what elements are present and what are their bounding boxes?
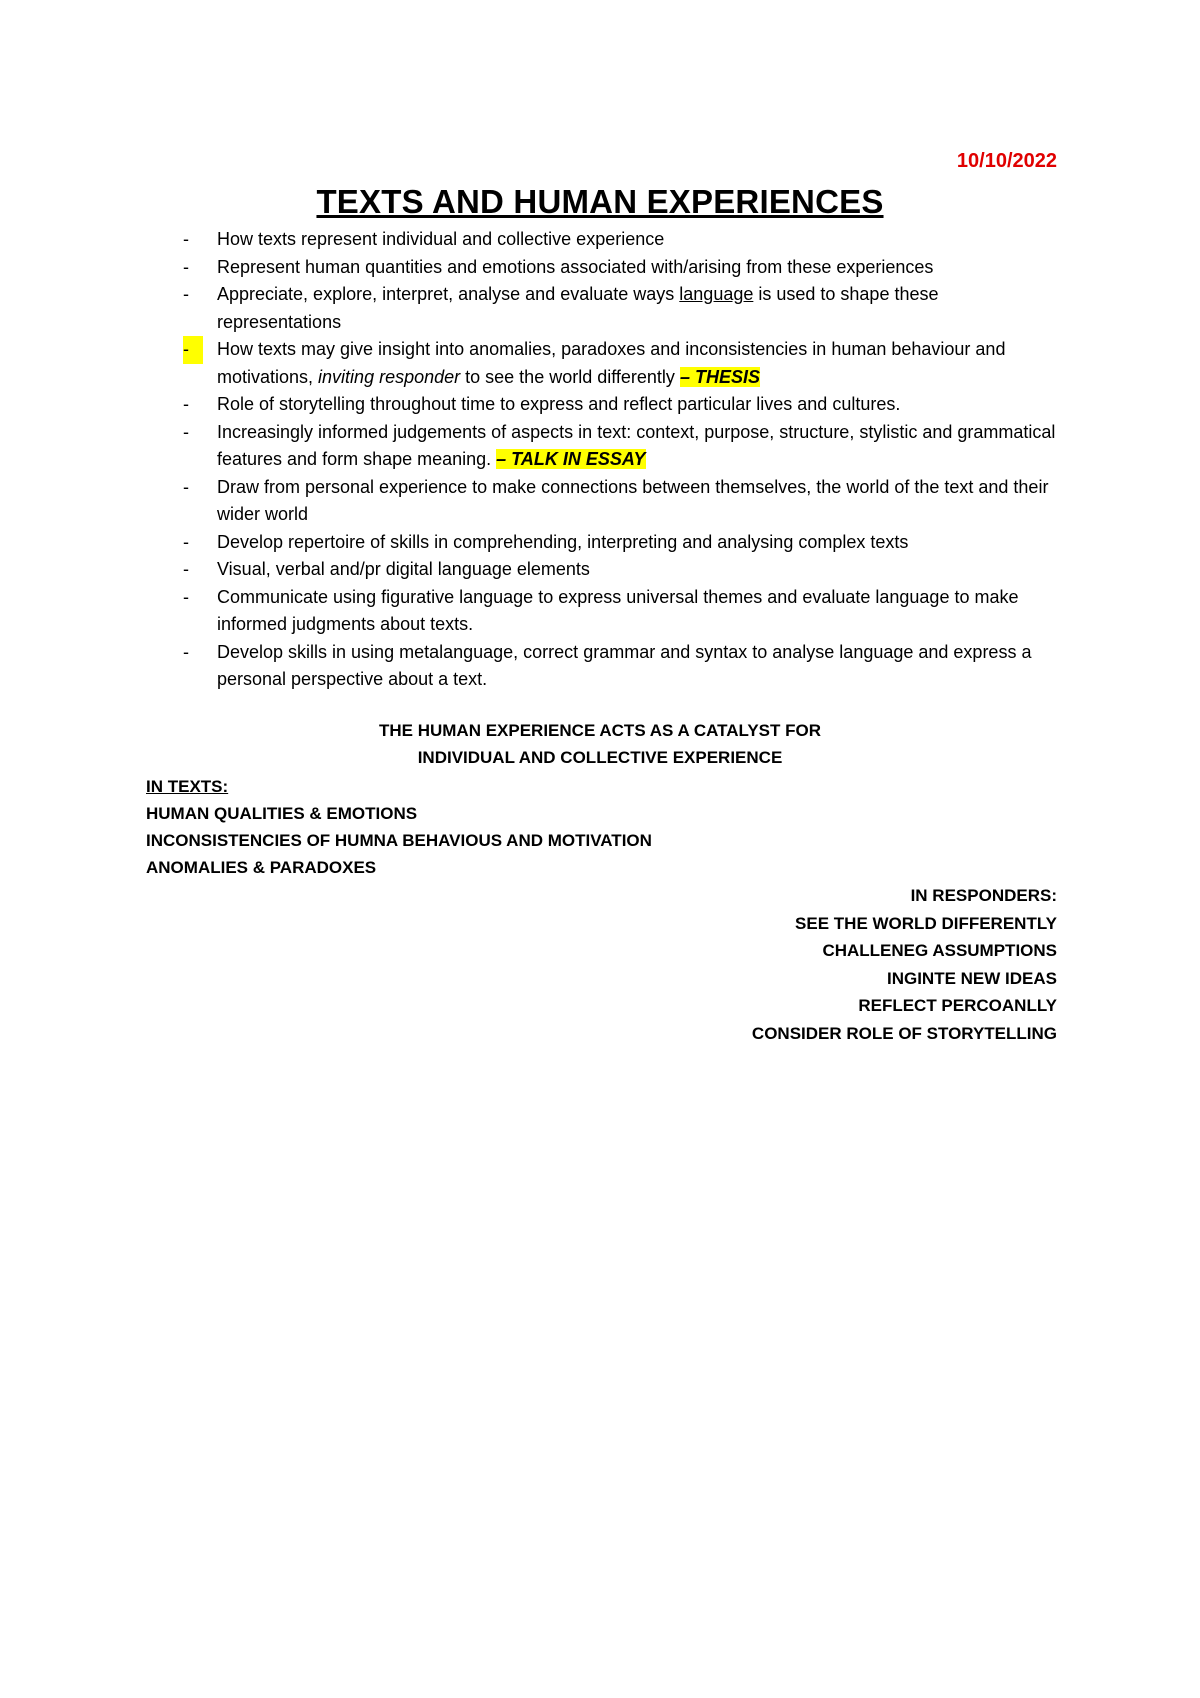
list-item-text: How texts represent individual and collective experience xyxy=(217,229,665,249)
in-responders-section xyxy=(752,882,1057,1047)
in-responders-item: SEE THE WORLD DIFFERENTLY xyxy=(795,913,1057,933)
in-texts-item: HUMAN QUALITIES & EMOTIONS xyxy=(146,804,418,823)
in-responders-item: REFLECT PERCOANLLY xyxy=(858,996,1057,1015)
dash-bullet: - xyxy=(183,421,189,442)
list-item-text: Role of storytelling throughout time to express and reflect particular lives and cultures. xyxy=(217,394,901,414)
dash-bullet: - xyxy=(183,256,189,277)
in-responders-item: CHALLENEG ASSUMPTIONS xyxy=(822,941,1057,960)
list-item-text: is used to shape these representations xyxy=(217,284,939,332)
list-item xyxy=(183,419,1063,474)
catalyst-heading-line-2: INDIVIDUAL AND COLLECTIVE EXPERIENCE xyxy=(417,748,783,767)
in-texts-section xyxy=(146,773,652,881)
in-responders-heading: IN RESPONDERS: xyxy=(910,886,1057,905)
list-item xyxy=(183,226,1063,254)
dash-bullet: - xyxy=(183,284,189,304)
list-item xyxy=(183,529,1063,557)
list-item xyxy=(183,254,1063,282)
list-item-text: Visual, verbal and/pr digital language elements xyxy=(217,559,590,579)
list-item xyxy=(183,474,1063,529)
list-item-text: Appreciate, explore, interpret, analyse and evaluate ways xyxy=(217,284,680,304)
highlight-talk-in-essay: – TALK IN ESSAY xyxy=(496,449,646,469)
dash-bullet: - xyxy=(183,641,189,662)
list-item xyxy=(183,391,1063,419)
page-title: TEXTS AND HUMAN EXPERIENCES xyxy=(316,183,884,220)
catalyst-heading-line-1: THE HUMAN EXPERIENCE ACTS AS A CATALYST FOR xyxy=(378,721,822,740)
list-item-text: Increasingly informed judgements of aspects in text: context, purpose, structure, stylistic and grammatical features and form shape meaning. xyxy=(217,421,1056,469)
list-item-text: How texts may give insight into anomalies, paradoxes and inconsistencies in human behaviour and motivations, xyxy=(217,339,1006,387)
dash-bullet: - xyxy=(183,476,189,497)
list-item-text: Draw from personal experience to make connections between themselves, the world of the text and their wider world xyxy=(217,476,1049,524)
in-responders-item: INGINTE NEW IDEAS xyxy=(886,968,1057,988)
in-texts-heading: IN TEXTS: xyxy=(146,777,229,796)
underlined-term: language xyxy=(679,284,754,304)
document-date: 10/10/2022 xyxy=(956,150,1057,172)
in-responders-item: CONSIDER ROLE OF STORYTELLING xyxy=(751,1023,1057,1043)
dash-bullet-highlighted: - xyxy=(183,336,203,364)
highlight-thesis: – THESIS xyxy=(679,366,760,387)
dash-bullet: - xyxy=(183,394,189,414)
list-item-text: Develop skills in using metalanguage, correct grammar and syntax to analyse language and express a personal perspective about a text. xyxy=(217,641,1032,689)
list-item-text: Represent human quantities and emotions associated with/arising from these experiences xyxy=(217,256,934,277)
dash-bullet: - xyxy=(183,531,189,552)
list-item xyxy=(183,281,1063,336)
in-texts-item: INCONSISTENCIES OF HUMNA BEHAVIOUS AND MOTIVATION xyxy=(146,831,652,850)
dash-bullet: - xyxy=(183,586,189,607)
list-item xyxy=(183,556,1063,584)
list-item xyxy=(183,336,1063,391)
list-item-text: Develop repertoire of skills in comprehending, interpreting and analysing complex texts xyxy=(217,531,909,552)
dash-bullet: - xyxy=(183,229,189,249)
list-item xyxy=(183,639,1063,694)
list-item xyxy=(183,584,1063,639)
objectives-list xyxy=(183,226,1063,694)
italic-phrase: inviting responder xyxy=(318,366,461,387)
in-texts-item: ANOMALIES & PARADOXES xyxy=(146,858,377,877)
list-item-text: Communicate using figurative language to express universal themes and evaluate language to make informed judgments about texts. xyxy=(217,586,1019,634)
dash-bullet: - xyxy=(183,559,189,579)
list-item-text: to see the world differently xyxy=(460,366,680,387)
